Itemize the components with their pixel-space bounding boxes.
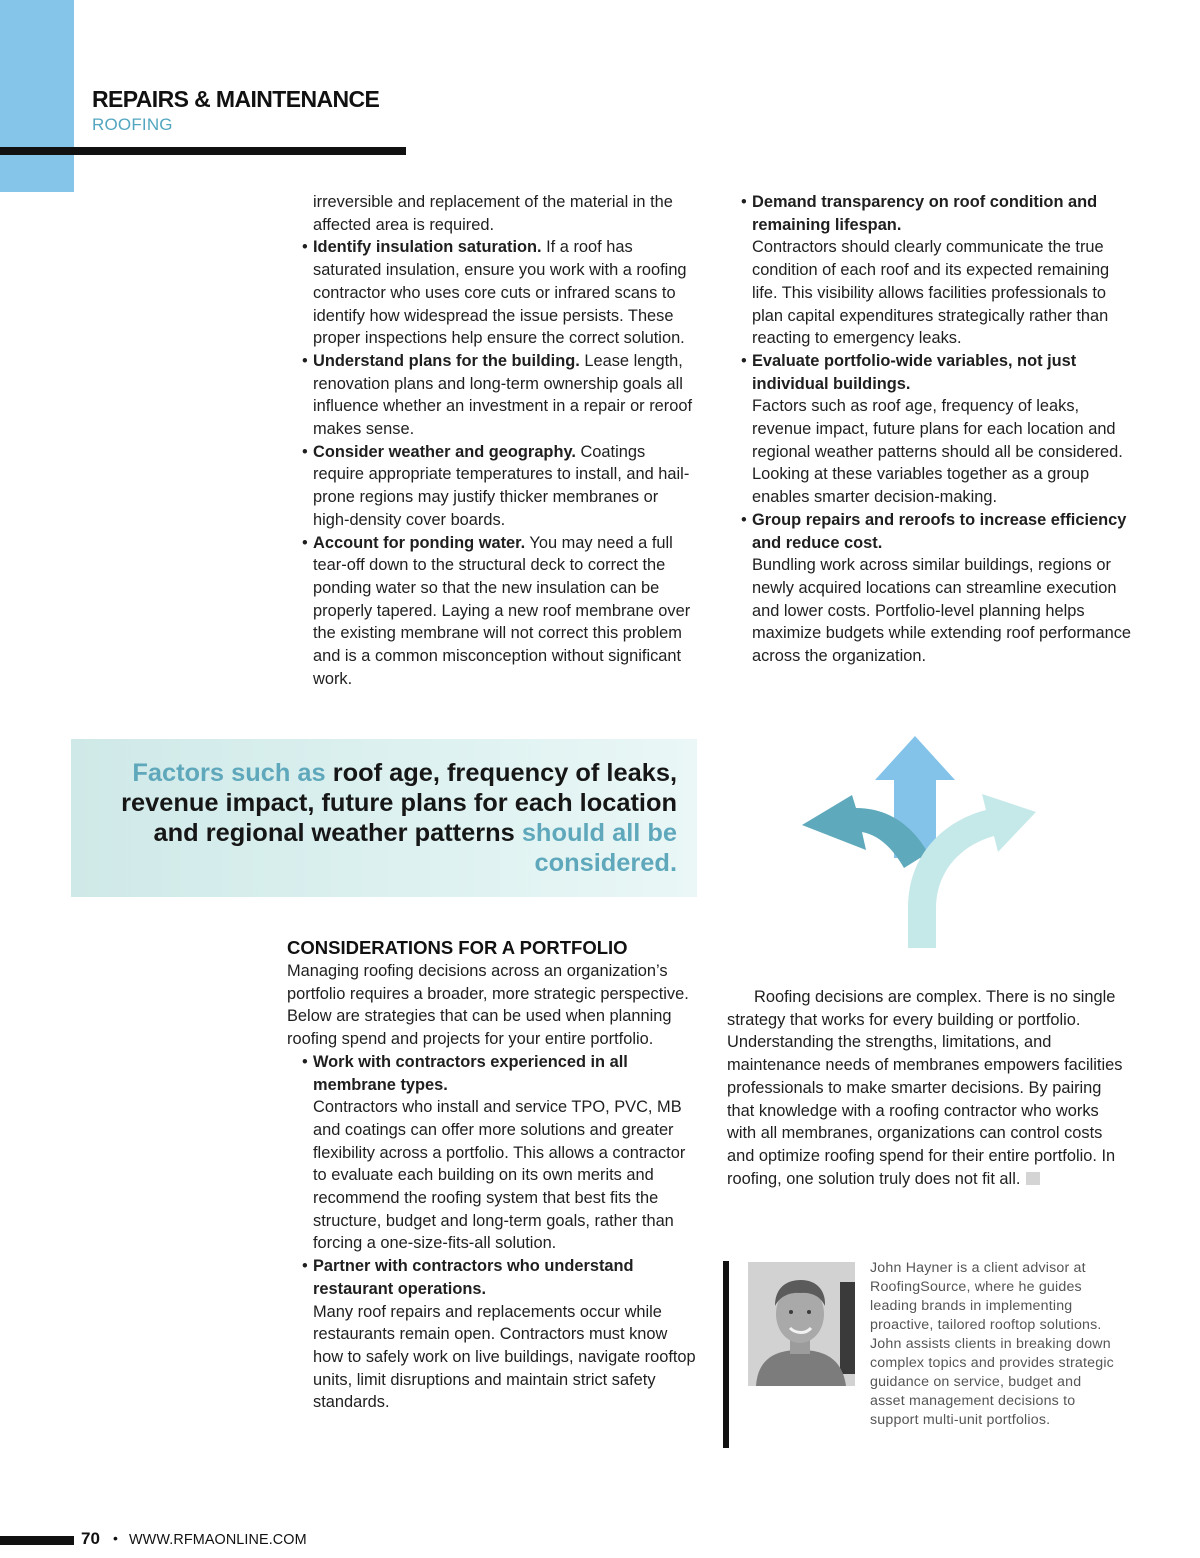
pull-quote-text xyxy=(87,758,677,878)
bullet-text: Factors such as roof age, frequency of leaks, revenue impact, future plans for each location and regional weather patterns should all be considered. Looking at these variables together as a group enables smarter decision-making. xyxy=(752,397,1123,507)
bullet-text: Bundling work across similar buildings, regions or newly acquired locations can streamline execution and lower costs. Portfolio-level planning helps maximize budgets while extending roof performance across the organization. xyxy=(752,556,1132,666)
bullet-lead: Consider weather and geography. xyxy=(313,442,576,461)
list-item xyxy=(741,191,1139,350)
bullet-text: Contractors who install and service TPO, PVC, MB and coatings can offer more solutions and greater flexibility across a portfolio. This allows a contractor to evaluate each building on its own merits and recommend the roofing system that best fits the structure, budget and long-term goals, rather than forcing a one-size-fits-all solution. xyxy=(313,1098,686,1253)
author-bio xyxy=(745,1259,1115,1430)
list-item xyxy=(302,350,697,441)
diverging-arrows-icon xyxy=(790,728,1050,956)
bio-photo-spacer xyxy=(745,1259,870,1414)
pull-quote xyxy=(71,739,697,897)
footer-bar xyxy=(0,1536,74,1545)
bullet-lead: Understand plans for the building. xyxy=(313,351,580,370)
list-item xyxy=(302,532,697,691)
end-mark xyxy=(1026,1172,1040,1185)
list-item xyxy=(302,441,697,532)
bullet-lead: Account for ponding water. xyxy=(313,533,526,552)
bullet-text: You may need a full tear-off down to the structural deck to correct the ponding water so that the new insulation can be properly tapered. Laying a new roof membrane over the existing membrane will not correct this problem and is a common misconception without significant work. xyxy=(313,533,691,688)
list-item xyxy=(741,509,1139,668)
bullet-text: Coatings require appropriate temperatures to install, and hail-prone regions may justify thicker membranes or high-density cover boards. xyxy=(313,442,690,529)
bullet-list xyxy=(741,191,1139,668)
section-subtitle: ROOFING xyxy=(92,115,173,134)
bullet-lead: Partner with contractors who understand restaurant operations. xyxy=(313,1257,634,1298)
bullet-text: Contractors should clearly communicate the true condition of each roof and its expected remaining life. This visibility allows facilities professionals to plan capital expenditures strategically rather than reacting to emergency leaks. xyxy=(752,238,1110,348)
conclusion-text: Roofing decisions are complex. There is no single strategy that works for every building or portfolio. Understanding the strengths, limitations, and maintenance needs of membranes empowers facilities professionals to make smarter decisions. By pairing that knowledge with a roofing contractor who works with all membranes, organizations can control costs and optimize roofing spend for their entire portfolio. In roofing, one solution truly does not fit all. xyxy=(727,988,1123,1188)
column-a xyxy=(302,191,697,690)
footer-separator: • xyxy=(113,1530,118,1546)
bullet-text: Many roof repairs and replacements occur while restaurants remain open. Contractors must know how to safely work on live buildings, navigate rooftop units, limit disruptions and maintain strict safety standards. xyxy=(313,1302,696,1412)
bullet-lead: Work with contractors experienced in all membrane types. xyxy=(313,1052,628,1094)
bullet-text: If a roof has saturated insulation, ensure you work with a roofing contractor who uses core cuts or infrared scans to identify how widespread the issue persists. These proper inspections help ensure the correct solution. xyxy=(313,238,687,348)
bullet-lead: Demand transparency on roof condition and remaining lifespan. xyxy=(752,193,1098,234)
list-item xyxy=(302,236,697,350)
bio-text: John Hayner is a client advisor at RoofingSource, where he guides leading brands in implementing proactive, tailored rooftop solutions. John assists clients in breaking down complex topics and provides strategic guidance on service, budget and asset management decisions to support multi-unit portfolios. xyxy=(870,1260,1114,1428)
intro-paragraph: Managing roofing decisions across an organization’s portfolio requires a broader, more strategic perspective. Below are strategies that can be used when planning roofing spend and projects for your entire portfolio. xyxy=(287,962,689,1049)
bullet-lead: Group repairs and reroofs to increase efficiency and reduce cost. xyxy=(752,510,1127,552)
pull-quote-accent-end: should all be considered. xyxy=(521,819,677,877)
list-item xyxy=(302,1051,697,1255)
list-item xyxy=(302,1255,697,1414)
bullet-text: Lease length, renovation plans and long-term ownership goals all influence whether an investment in a repair or reroof makes sense. xyxy=(313,351,693,439)
list-item xyxy=(741,350,1139,509)
page-number: 70 xyxy=(81,1529,100,1548)
section-heading: CONSIDERATIONS FOR A PORTFOLIO xyxy=(287,937,628,958)
section-title: REPAIRS & MAINTENANCE xyxy=(92,86,380,112)
pull-quote-accent-start: Factors such as xyxy=(132,759,326,787)
conclusion-paragraph xyxy=(727,986,1132,1190)
continued-paragraph: irreversible and replacement of the material in the affected area is required. xyxy=(313,193,673,234)
bio-rule xyxy=(723,1261,729,1448)
conclusion xyxy=(727,986,1132,1190)
bullet-list xyxy=(302,236,697,690)
website-url[interactable]: WWW.RFMAONLINE.COM xyxy=(129,1532,307,1548)
column-b xyxy=(741,191,1139,668)
bullet-list xyxy=(287,1051,697,1414)
header-rule xyxy=(0,147,406,155)
portfolio-section xyxy=(287,936,697,1414)
bullet-lead: Identify insulation saturation. xyxy=(313,238,542,257)
pull-quote-main: roof age, frequency of leaks, revenue impact, future plans for each location and regional weather patterns xyxy=(121,759,677,847)
bullet-lead: Evaluate portfolio-wide variables, not just individual buildings. xyxy=(752,351,1077,393)
section-color-tab xyxy=(0,0,74,192)
